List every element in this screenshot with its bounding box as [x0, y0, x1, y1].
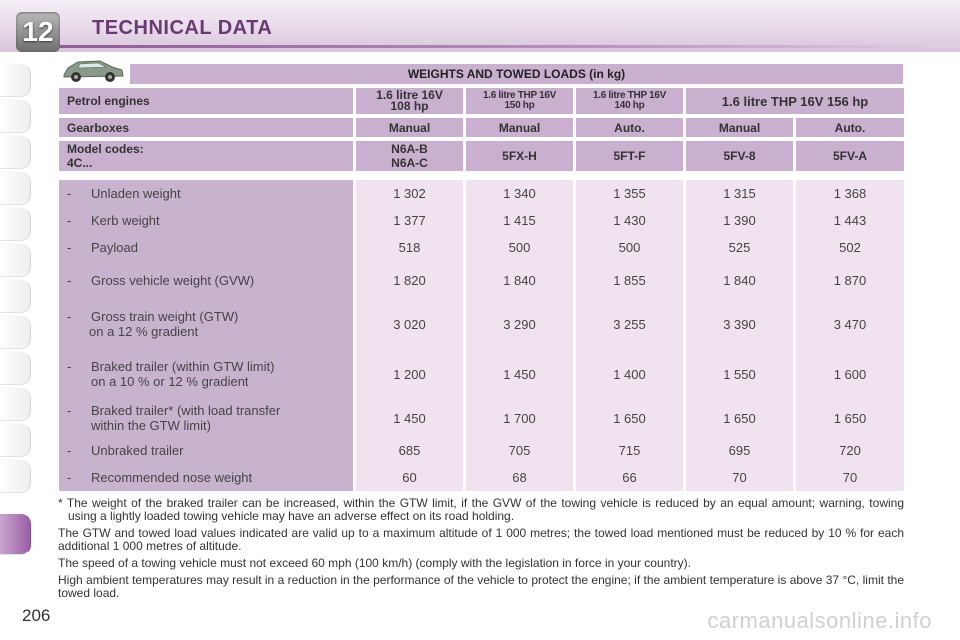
row-label-line: on a 12 % gradient: [89, 324, 199, 339]
table-cell: 1 820: [356, 261, 463, 299]
row-dash: -: [67, 359, 72, 374]
gearbox-cell: Manual: [466, 118, 573, 137]
table-cell: 1 340: [466, 180, 573, 207]
row-label-line: on a 10 % or 12 % gradient: [91, 374, 249, 389]
table-row: [59, 299, 904, 349]
row-label: [59, 299, 353, 349]
table-cell: 1 368: [796, 180, 904, 207]
model-code-cell: [356, 141, 463, 171]
engine-cell: [576, 88, 683, 114]
model-code-cell: 5FV-A: [796, 141, 904, 171]
row-label: [59, 180, 353, 207]
engine-line: 150 hp: [504, 100, 535, 111]
watermark: carmanualsonline.info: [707, 608, 932, 633]
table-cell: 1 430: [576, 207, 683, 234]
table-row: [59, 207, 904, 234]
model-codes-label-line: 4C...: [67, 156, 93, 170]
chapter-tab[interactable]: [0, 136, 31, 169]
gearbox-cell: Manual: [356, 118, 463, 137]
row-dash: -: [67, 272, 72, 288]
notes: [58, 497, 904, 604]
weights-table: [56, 88, 907, 177]
row-label: [59, 261, 353, 299]
model-code-cell: 5FT-F: [576, 141, 683, 171]
page-title: TECHNICAL DATA: [92, 17, 273, 39]
table-cell: 1 550: [686, 349, 793, 399]
gearboxes-label: Gearboxes: [59, 118, 353, 137]
engine-cell: [356, 88, 463, 114]
engine-line: 1.6 litre THP 16V: [592, 90, 667, 101]
table-cell: 525: [686, 234, 793, 261]
table-cell: 500: [466, 234, 573, 261]
table-cell: 518: [356, 234, 463, 261]
table-cell: 1 450: [466, 349, 573, 399]
chapter-tab[interactable]: [0, 352, 31, 385]
table-cell: 1 700: [466, 399, 573, 437]
table-row: [59, 180, 904, 207]
row-label-line: Unbraked trailer: [91, 443, 184, 458]
table-row: [59, 399, 904, 437]
row-dash: -: [67, 309, 72, 324]
table-cell: 3 470: [796, 299, 904, 349]
car-icon: [60, 55, 126, 85]
table-cell: 1 400: [576, 349, 683, 399]
chapter-tab[interactable]: [0, 388, 31, 421]
gearbox-cell: Manual: [686, 118, 793, 137]
footnote: * The weight of the braked trailer can be increased, within the GTW limit, if the GVW of the towing vehicle is reduced by an equal amount; warning, towing using a lightly loaded towing vehicle may have an adverse effect on its road holding.: [58, 496, 904, 523]
table-row: [59, 261, 904, 299]
row-dash: -: [67, 240, 72, 255]
table-cell: 1 302: [356, 180, 463, 207]
table-cell: 68: [466, 464, 573, 491]
model-code-cell: 5FV-8: [686, 141, 793, 171]
row-label-line: Payload: [91, 240, 138, 255]
engine-line: 140 hp: [614, 100, 645, 111]
table-cell: 1 650: [796, 399, 904, 437]
note-temperature: High ambient temperatures may result in a reduction in the performance of the vehicle to protect the engine; if the ambient temperature is above 37 °C, limit the towed load.: [58, 573, 904, 600]
row-label-line: Braked trailer* (with load transfer: [91, 403, 281, 418]
chapter-tab[interactable]: [0, 316, 31, 349]
chapter-tab[interactable]: [0, 280, 31, 313]
table-cell: 70: [686, 464, 793, 491]
table-cell: 715: [576, 437, 683, 464]
chapter-tab[interactable]: [0, 100, 31, 133]
row-label: [59, 234, 353, 261]
table-row: [59, 464, 904, 491]
note-altitude: The GTW and towed load values indicated are valid up to a maximum altitude of 1 000 metres; the towed load mentioned must be reduced by 10 % for each additional 1 000 metres of altitude.: [58, 526, 904, 553]
table-cell: 695: [686, 437, 793, 464]
row-dash: -: [67, 443, 72, 458]
weights-body: [56, 180, 907, 491]
row-dash: -: [67, 403, 72, 418]
row-label: [59, 437, 353, 464]
row-label-line: Gross vehicle weight (GVW): [91, 272, 255, 288]
row-label: [59, 207, 353, 234]
table-cell: 66: [576, 464, 683, 491]
engines-row: [59, 88, 904, 114]
table-row: [59, 437, 904, 464]
engines-label: Petrol engines: [59, 88, 353, 114]
row-label-line: Recommended nose weight: [91, 470, 253, 485]
row-label-line: Kerb weight: [91, 213, 160, 228]
row-label-line: Unladen weight: [91, 186, 181, 201]
table-cell: 1 840: [686, 261, 793, 299]
table-cell: 3 020: [356, 299, 463, 349]
chapter-tab[interactable]: [0, 460, 31, 493]
table-cell: 502: [796, 234, 904, 261]
table-cell: 1 200: [356, 349, 463, 399]
row-dash: -: [67, 470, 72, 485]
table-cell: 60: [356, 464, 463, 491]
header-rule: [60, 45, 960, 48]
model-code-line: N6A-C: [391, 156, 428, 170]
gearboxes-row: [59, 118, 904, 137]
page-number: 206: [22, 606, 51, 625]
row-label-line: Braked trailer (within GTW limit): [91, 359, 275, 374]
table-cell: 70: [796, 464, 904, 491]
table-cell: 1 650: [686, 399, 793, 437]
chapter-tab[interactable]: [0, 64, 31, 97]
table-cell: 3 390: [686, 299, 793, 349]
table-cell: 1 855: [576, 261, 683, 299]
table-cell: 1 650: [576, 399, 683, 437]
model-codes-label-line: Model codes:: [67, 142, 144, 156]
table-cell: 500: [576, 234, 683, 261]
gearbox-cell: Auto.: [576, 118, 683, 137]
row-label: [59, 464, 353, 491]
table-cell: 1 443: [796, 207, 904, 234]
row-label-line: Gross train weight (GTW): [91, 309, 239, 324]
table-cell: 1 415: [466, 207, 573, 234]
table-cell: 1 315: [686, 180, 793, 207]
engine-line: 108 hp: [390, 99, 429, 113]
table-cell: 1 840: [466, 261, 573, 299]
row-dash: -: [67, 213, 72, 228]
table-cell: 3 290: [466, 299, 573, 349]
table-row: [59, 349, 904, 399]
engine-line: 1.6 litre 16V: [376, 88, 443, 102]
row-label-line: within the GTW limit): [91, 418, 211, 433]
model-codes-label: [59, 141, 353, 171]
chapter-tab[interactable]: [0, 244, 31, 277]
section-title: WEIGHTS AND TOWED LOADS (in kg): [130, 64, 903, 84]
model-code-cell: 5FX-H: [466, 141, 573, 171]
row-label: [59, 349, 353, 399]
table-cell: 1 600: [796, 349, 904, 399]
table-cell: 1 390: [686, 207, 793, 234]
chapter-tab[interactable]: [0, 208, 31, 241]
note-speed: The speed of a towing vehicle must not exceed 60 mph (100 km/h) (comply with the legislation in force in your country).: [58, 556, 691, 570]
engine-cell: [466, 88, 573, 114]
chapter-tabs: [0, 56, 34, 566]
chapter-tab[interactable]: [0, 172, 31, 205]
table-cell: 1 870: [796, 261, 904, 299]
chapter-tab[interactable]: [0, 424, 31, 457]
row-label: [59, 399, 353, 437]
table-cell: 3 255: [576, 299, 683, 349]
table-cell: 685: [356, 437, 463, 464]
gearbox-cell: Auto.: [796, 118, 904, 137]
chapter-badge: 12: [16, 12, 60, 52]
row-spacer: [59, 171, 904, 177]
table-row: [59, 234, 904, 261]
table-cell: 720: [796, 437, 904, 464]
model-codes-row: [59, 141, 904, 171]
model-code-line: N6A-B: [391, 142, 428, 156]
engine-line: 1.6 litre THP 16V: [482, 90, 557, 101]
table-cell: 705: [466, 437, 573, 464]
row-dash: -: [67, 186, 72, 201]
table-cell: 1 355: [576, 180, 683, 207]
table-cell: 1 450: [356, 399, 463, 437]
chapter-tab-active[interactable]: [0, 514, 31, 555]
engine-cell: 1.6 litre THP 16V 156 hp: [686, 88, 904, 114]
table-cell: 1 377: [356, 207, 463, 234]
